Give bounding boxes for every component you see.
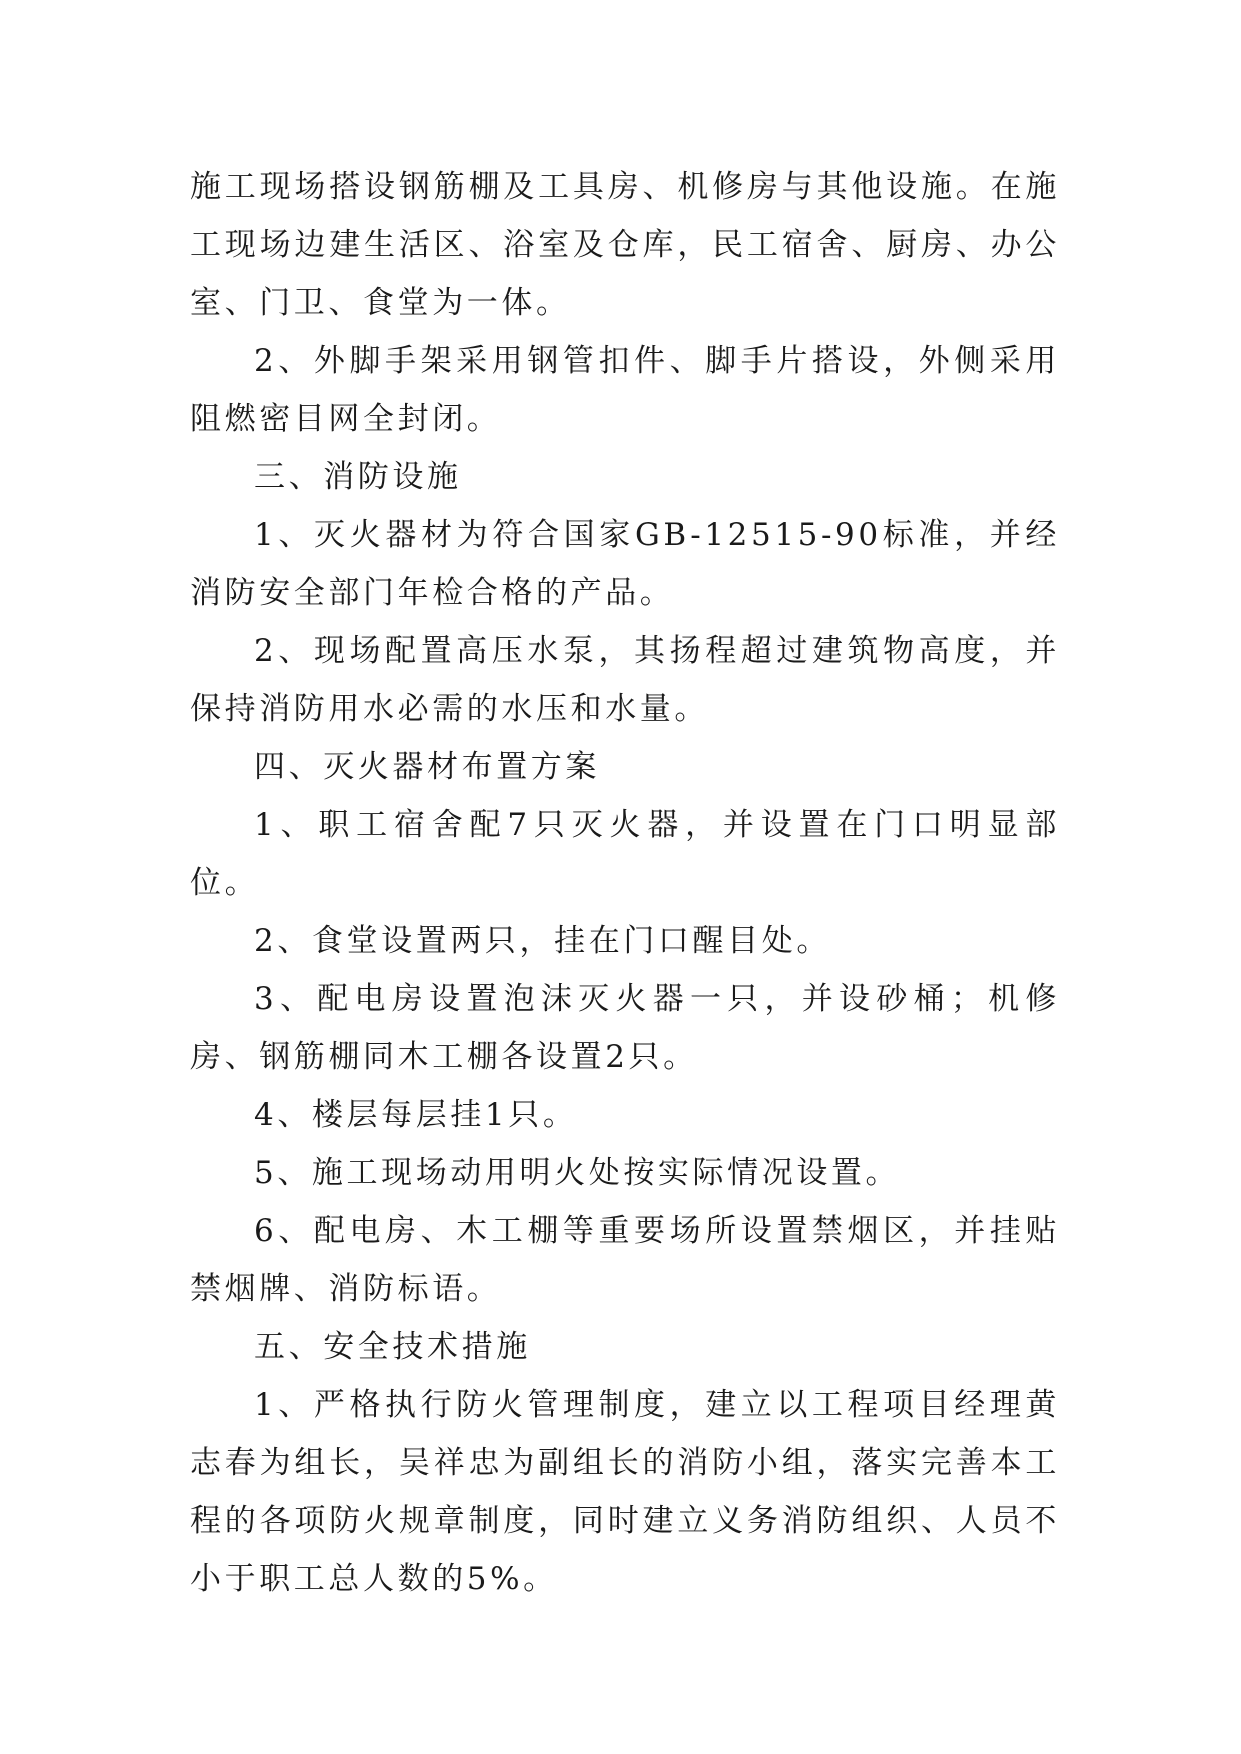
paragraph-fire-equipment-standard: 1、灭火器材为符合国家GB-12515-90标准，并经消防安全部门年检合格的产品。 (190, 517, 1060, 611)
paragraph-water-pump: 2、现场配置高压水泵，其扬程超过建筑物高度，并保持消防用水必需的水压和水量。 (190, 633, 1060, 727)
section-heading-fire-facilities: 三、消防设施 (254, 459, 462, 495)
paragraph-facilities-layout: 施工现场搭设钢筋棚及工具房、机修房与其他设施。在施工现场边建生活区、浴室及仓库，民工宿舍、厨房、办公室、门卫、食堂为一体。 (190, 169, 1060, 321)
section-heading-safety-measures: 五、安全技术措施 (254, 1329, 531, 1365)
document-body (190, 158, 1060, 1608)
paragraph-open-flame-areas: 5、施工现场动用明火处按实际情况设置。 (254, 1155, 901, 1191)
paragraph-canteen-extinguishers: 2、食堂设置两只，挂在门口醒目处。 (254, 923, 831, 959)
paragraph-scaffolding: 2、外脚手架采用钢管扣件、脚手片搭设，外侧采用阻燃密目网全封闭。 (190, 343, 1060, 437)
paragraph-fire-management-system: 1、严格执行防火管理制度，建立以工程项目经理黄志春为组长，吴祥忠为副组长的消防小组，落实完善本工程的各项防火规章制度，同时建立义务消防组织、人员不小于职工总人数的5%。 (190, 1387, 1060, 1597)
section-heading-extinguisher-layout: 四、灭火器材布置方案 (254, 749, 600, 785)
paragraph-floor-extinguishers: 4、楼层每层挂1只。 (254, 1097, 578, 1133)
paragraph-no-smoking-zones: 6、配电房、木工棚等重要场所设置禁烟区，并挂贴禁烟牌、消防标语。 (190, 1213, 1060, 1307)
paragraph-dormitory-extinguishers: 1、职工宿舍配7只灭火器，并设置在门口明显部位。 (190, 807, 1060, 901)
paragraph-power-room-extinguishers: 3、配电房设置泡沫灭火器一只，并设砂桶；机修房、钢筋棚同木工棚各设置2只。 (190, 981, 1060, 1075)
